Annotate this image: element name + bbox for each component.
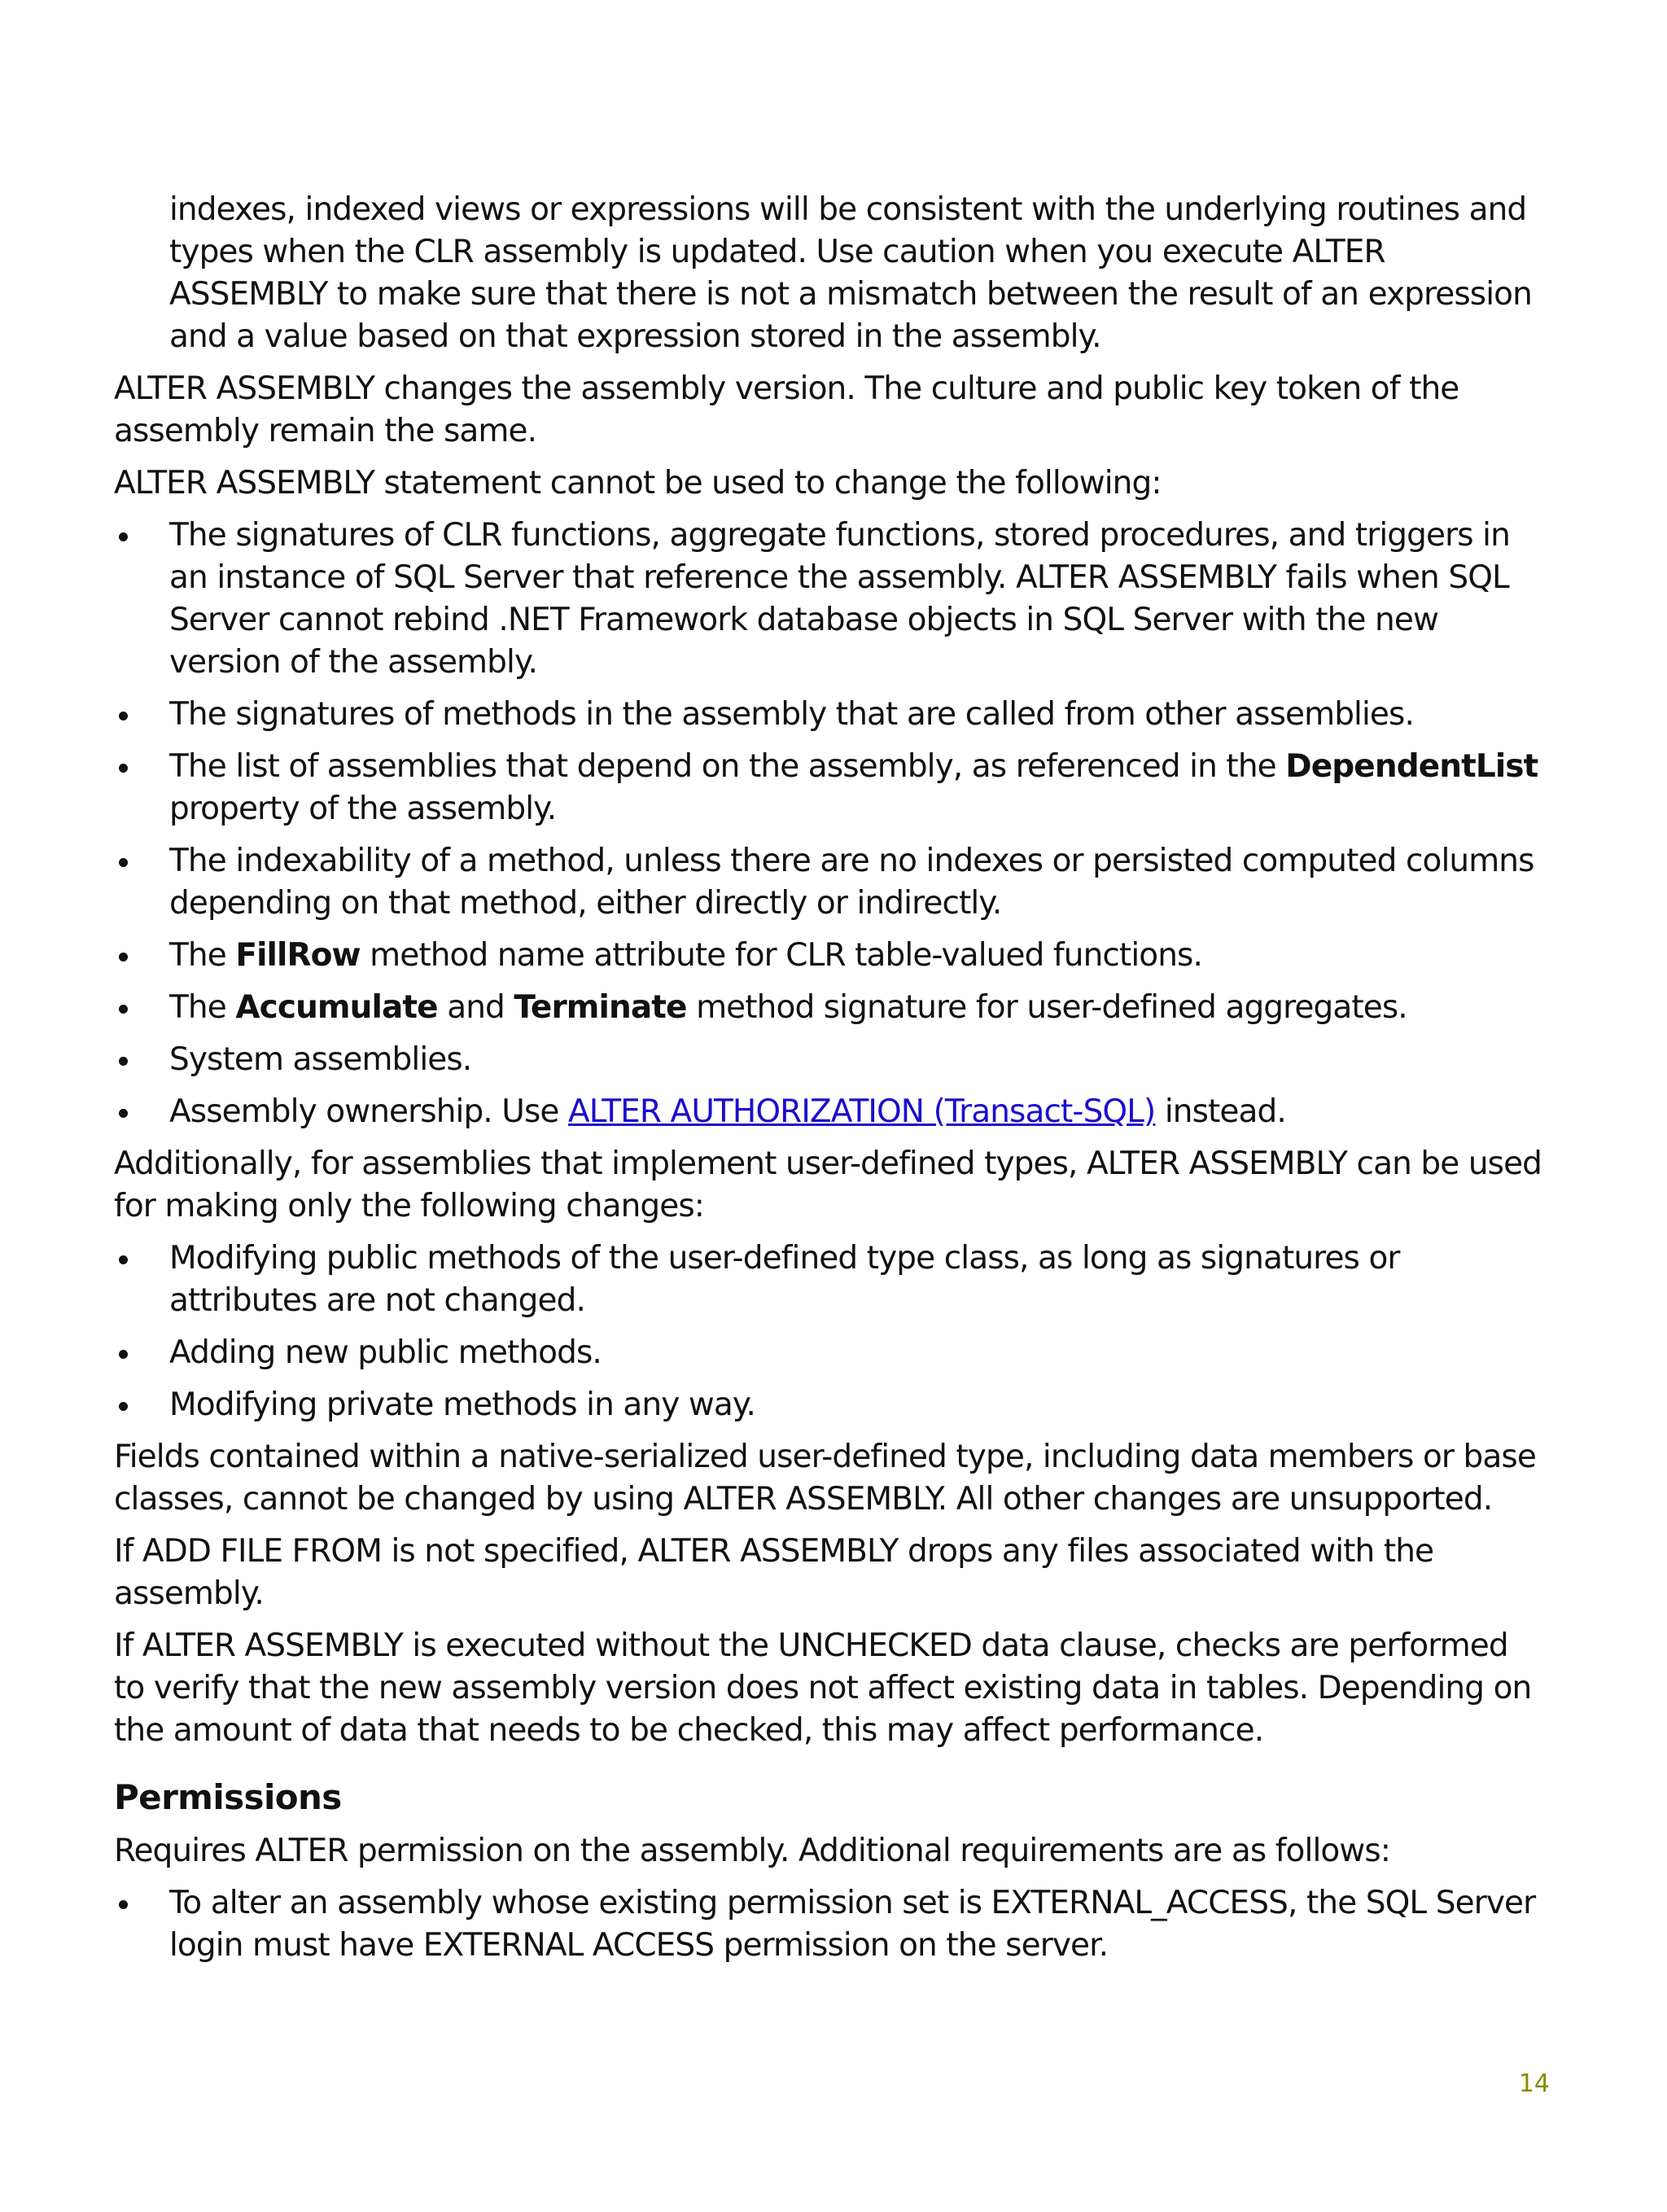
fillrow-term: FillRow [235, 937, 361, 974]
permissions-heading: Permissions [114, 1777, 342, 1817]
document-body [114, 189, 1547, 1977]
list-item: Assembly ownership. Use ALTER AUTHORIZATION (Transact-SQL) instead. [114, 1091, 1547, 1133]
unchecked-paragraph: If ALTER ASSEMBLY is executed without the UNCHECKED data clause, checks are performed to verify that the new assembly version does not affect existing data in tables. Depending on the amount of data that needs to be checked, this may affect performance. [114, 1627, 1532, 1749]
list-item: System assemblies. [114, 1039, 1547, 1081]
alter-authorization-link[interactable]: ALTER AUTHORIZATION (Transact-SQL) [567, 1093, 1156, 1130]
list-item: Modifying private methods in any way. [114, 1384, 1547, 1426]
page-number: 14 [1518, 2070, 1550, 2098]
terminate-term: Terminate [514, 989, 687, 1026]
permissions-intro-paragraph: Requires ALTER permission on the assembly. Additional requirements are as follows: [114, 1833, 1391, 1869]
list-item: The signatures of methods in the assembly that are called from other assemblies. [114, 694, 1547, 736]
intro-continuation-paragraph: indexes, indexed views or expressions will be consistent with the underlying routines and types when the CLR assembly is updated. Use caution when you execute ALTER ASSEMBLY to make sure that there is not a mismatch between the result of an expression and a value based on that expression stored in the assembly. [169, 191, 1532, 355]
list-item: The list of assemblies that depend on the assembly, as referenced in the DependentList property of the assembly. [114, 746, 1547, 830]
permissions-list [114, 1882, 1547, 1967]
list-item: Adding new public methods. [114, 1332, 1547, 1374]
accumulate-term: Accumulate [235, 989, 438, 1026]
list-item: The signatures of CLR functions, aggregate functions, stored procedures, and triggers in an instance of SQL Server that reference the assembly. ALTER ASSEMBLY fails when SQL Server cannot rebind .NET Framework database objects in SQL Server with the new version of the assembly. [114, 515, 1547, 684]
list-item: The Accumulate and Terminate method signature for user-defined aggregates. [114, 987, 1547, 1029]
udt-changes-list [114, 1237, 1547, 1426]
cannot-change-intro-paragraph: ALTER ASSEMBLY statement cannot be used to change the following: [114, 465, 1162, 502]
list-item: To alter an assembly whose existing permission set is EXTERNAL_ACCESS, the SQL Server login must have EXTERNAL ACCESS permission on the server. [114, 1882, 1547, 1967]
additionally-paragraph: Additionally, for assemblies that implement user-defined types, ALTER ASSEMBLY can be used for making only the following changes: [114, 1145, 1542, 1224]
cannot-change-list [114, 515, 1547, 1133]
dependentlist-term: DependentList [1285, 748, 1538, 785]
version-paragraph: ALTER ASSEMBLY changes the assembly version. The culture and public key token of the assembly remain the same. [114, 370, 1459, 449]
list-item: The FillRow method name attribute for CLR table-valued functions. [114, 935, 1547, 977]
list-item: Modifying public methods of the user-defined type class, as long as signatures or attributes are not changed. [114, 1237, 1547, 1322]
list-item: The indexability of a method, unless there are no indexes or persisted computed columns depending on that method, either directly or indirectly. [114, 840, 1547, 925]
fields-paragraph: Fields contained within a native-serialized user-defined type, including data members or base classes, cannot be changed by using ALTER ASSEMBLY. All other changes are unsupported. [114, 1439, 1536, 1518]
add-file-paragraph: If ADD FILE FROM is not specified, ALTER ASSEMBLY drops any files associated with the assembly. [114, 1533, 1434, 1612]
